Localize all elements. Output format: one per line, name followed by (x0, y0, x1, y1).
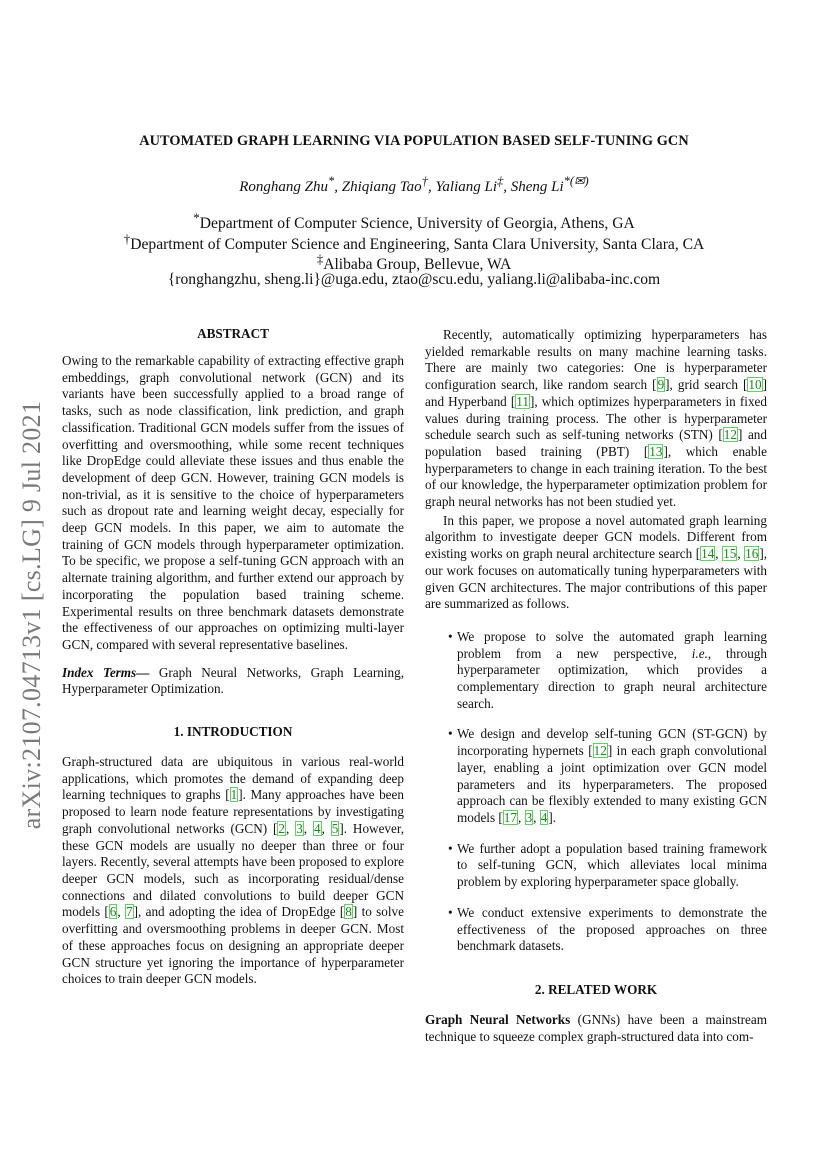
introduction-heading: 1. INTRODUCTION (173, 724, 293, 740)
citation-link[interactable]: 12 (723, 427, 737, 443)
author-line (0, 173, 828, 196)
citation-link[interactable]: 9 (657, 377, 665, 393)
list-item: • We further adopt a population based training framework to self-tuning GCN, which alleviates local minima problem by exploring hyperparameter space globally. (448, 840, 767, 890)
citation-link[interactable]: 8 (345, 904, 352, 920)
author: Zhiqiang Tao†, (341, 174, 436, 195)
author: Yaliang Li‡, (435, 174, 511, 195)
author-emails: {ronghangzhu, sheng.li}@uga.edu, ztao@scu.edu, yaliang.li@alibaba-inc.com (167, 271, 661, 288)
list-item: • We conduct extensive experiments to demonstrate the effectiveness of the proposed approaches on three benchmark datasets. (448, 904, 767, 954)
left-column (62, 326, 404, 988)
citation-link[interactable]: 11 (516, 393, 529, 409)
index-terms: Index Terms— Graph Neural Networks, Graph Learning, Hyperparameter Optimization. (62, 664, 404, 697)
intro-paragraph-3: In this paper, we propose a novel automated graph learning algorithm to investigate deeper GCN models. Different from existing works on graph neural architecture search [14, 15, 16], our work focuses on automatically tuning hyperparameters with given GCN architectures. The major contributions of this paper are summarized as follows. (425, 512, 768, 612)
citation-link[interactable]: 3 (296, 820, 303, 836)
citation-link[interactable]: 10 (748, 377, 762, 393)
affiliation-uga: *Department of Computer Science, University of Georgia, Athens, GA (193, 210, 635, 233)
intro-paragraph-1: Graph-structured data are ubiquitous in various real-world applications, which promotes the demand of expanding deep learning techniques to graphs [1]. Many approaches have been proposed to learn node feature representations by investigating graph convolutional networks (GCN) [2, 3, 4, 5]. However, these GCN models are usually no deeper than three or four layers. Recently, several attempts have been proposed to explore deeper GCN models, such as incorporating residual/dense connections and dilated convolutions to build deeper GCN models [6, 7], and adopting the idea of DropEdge [8] to solve overfitting and oversmoothing problems in deeper GCN. Most of these approaches focus on designing an appropriate deeper GCN structure yet ignoring the importance of hyperparameter choices to train deeper GCN models. (62, 754, 405, 987)
arxiv-sidebar (12, 380, 52, 850)
citation-link[interactable]: 15 (723, 546, 737, 562)
contributions-list (425, 629, 767, 955)
abstract-heading: ABSTRACT (197, 326, 269, 341)
abstract-body: Owing to the remarkable capability of extracting effective graph embeddings, graph convolutional network (GCN) and its variants have been successfully applied to a broad range of tasks, such as node classification, link prediction, and graph classification. Traditional GCN models suffer from the issues of overfitting and oversmoothing, while some recent techniques like DropEdge could alleviate these issues and thus enable the development of deep GCN. However, training GCN models is non-trivial, as it is sensitive to the choice of hyperparameters such as dropout rate and learning weight decay, especially for deep GCN models. In this paper, we aim to automate the training of GCN models through hyperparameter optimization. To be specific, we propose a self-tuning GCN approach with an alternate training algorithm, and further extend our approach by incorporating the population based training scheme. Experimental results on three benchmark datasets demonstrate the effectiveness of our approaches on optimizing multi-layer GCN, compared with several representative baselines. (62, 353, 404, 652)
citation-link[interactable]: 3 (525, 809, 533, 825)
citation-link[interactable]: 13 (649, 443, 663, 459)
citation-link[interactable]: 17 (503, 809, 517, 825)
author: Sheng Li*(✉) (510, 174, 589, 195)
citation-link[interactable]: 14 (701, 546, 715, 562)
citation-link[interactable]: 4 (313, 820, 321, 836)
related-work-paragraph: Graph Neural Networks (GNNs) have been a mainstream technique to squeeze complex graph-structured data into com- (425, 1011, 767, 1044)
citation-link[interactable]: 4 (540, 809, 548, 825)
right-column (425, 327, 767, 1045)
intro-paragraph-2: Recently, automatically optimizing hyperparameters has yielded remarkable results on many machine learning tasks. There are mainly two categories: One is hyperparameter configuration search, like random search [9], grid search [10] and Hyperband [11], which optimizes hyperparameters in fixed values during training process. The other is hyperparameter schedule search such as self-tuning networks (STN) [12] and population based training (PBT) [13], which enable hyperparameters to change in each training iteration. To the best of our knowledge, the hyperparameter optimization problem for graph neural networks has not been studied yet. (425, 327, 768, 510)
citation-link[interactable]: 2 (278, 820, 286, 836)
arxiv-identifier: arXiv:2107.04713v1 [cs.LG] 9 Jul 2021 (17, 400, 46, 830)
citation-link[interactable]: 5 (331, 820, 339, 836)
list-item: • We design and develop self-tuning GCN (ST-GCN) by incorporating hypernets [12] in each graph convolutional layer, enabling a joint optimization over GCN model parameters and its hyperparameters. The proposed approach can be flexibly extended to many existing GCN models [17, 3, 4]. (448, 726, 767, 825)
related-work-heading: 2. RELATED WORK (534, 981, 658, 997)
affiliation-alibaba: ‡Alibaba Group, Bellevue, WA (316, 251, 512, 274)
list-item: • We propose to solve the automated graph learning problem from a new perspective, i.e., through hyperparameter optimization, which provides a complementary direction to graph neural architecture search. (448, 628, 767, 711)
author: Ronghang Zhu*, (239, 174, 342, 195)
citation-link[interactable]: 1 (230, 787, 238, 803)
citation-link[interactable]: 12 (593, 743, 607, 759)
affiliation-scu: †Department of Computer Science and Engineering, Santa Clara University, Santa Clara, CA (123, 231, 705, 254)
citation-link[interactable]: 6 (109, 904, 117, 920)
paper-title: AUTOMATED GRAPH LEARNING VIA POPULATION BASED SELF-TUNING GCN (139, 133, 689, 149)
citation-link[interactable]: 7 (126, 904, 133, 920)
citation-link[interactable]: 16 (745, 546, 759, 562)
